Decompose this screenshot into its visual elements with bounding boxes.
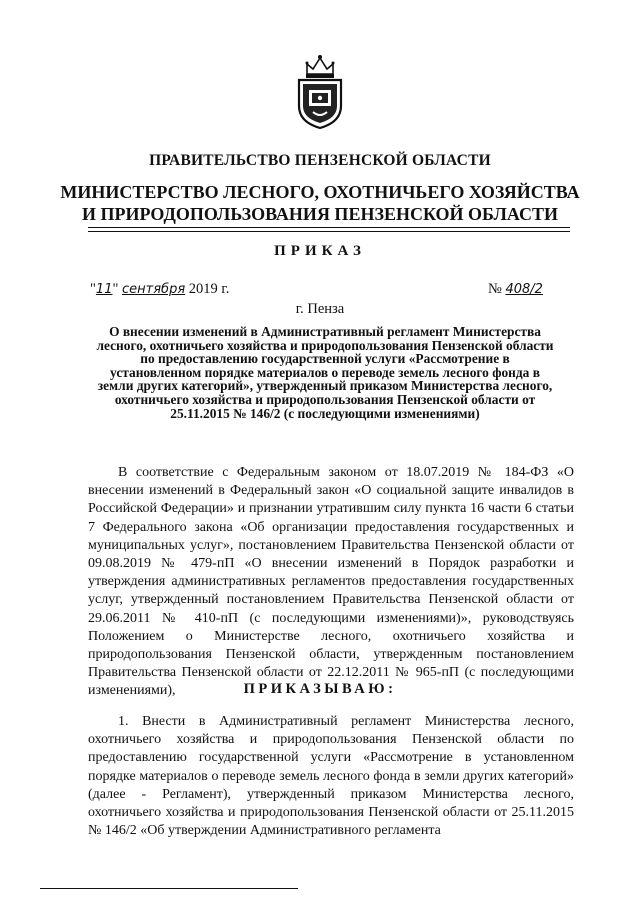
number-prefix: № [488,281,502,297]
footnote-rule [40,888,298,889]
document-date: "11" сентября 2019 г. [90,281,230,297]
number-value: 408/2 [505,282,543,297]
item-1-paragraph: 1. Внести в Административный регламент Министерства лесного, охотничьего хозяйства и природопользования Пензенской области по предоставлению государственной услуги «Рассмотрение в установленном порядке материалов о переводе земель лесного фонда в земли других категорий» (далее - Регламент), утвержденный приказом Министерства лесного, охотничьего хозяйства и природопользования Пензенской области от 25.11.2015 № 146/2 «Об утверждении Административного регламента [88,714,574,839]
coat-of-arms-icon [293,52,347,130]
document-type: ПРИКАЗ [274,243,366,259]
preamble-paragraph: В соответствие с Федеральным законом от 18.07.2019 № 184-ФЗ «О внесении изменений в Федеральный закон «О социальной защите инвалидов в Российской Федерации» и признании утратившим силу пункта 16 части 6 статьи 7 Федерального закона «Об организации предоставления государственных и муниципальных услуг», постановлением Правительства Пензенской области от 09.08.2019 № 479-пП «О внесении изменений в Порядок разработки и утверждения административных регламентов предоставления государственных услуг, утвержденный постановлением Правительства Пензенской области от 29.06.2011 № 410-пП (с последующими изменениями)», руководствуясь Положением о Министерстве лесного, охотничьего хозяйства и природопользования Пензенской области, утвержденным постановлением Правительства Пензенской области от 22.12.2011 № 965-пП (с последующими изменениями), [88,465,574,699]
ministry-title [60,181,580,225]
order-heading: ПРИКАЗЫВАЮ: [243,681,397,697]
date-day: 11 [95,282,113,297]
date-year: 2019 г. [188,281,230,297]
date-month: сентября [122,282,186,297]
header-rule [88,227,570,228]
document-subject: О внесении изменений в Административный регламент Министерства лесного, охотничьего хозяйства и природопользования Пензенской области по предоставлению государственной услуги «Рассмотрение в установленном порядке материалов о переводе земель лесного фонда в земли других категорий», утвержденный приказом Министерства лесного, охотничьего хозяйства и природопользования Пензенской области от 25.11.2015 № 146/2 (с последующими изменениями) [96,324,554,421]
government-title: ПРАВИТЕЛЬСТВО ПЕНЗЕНСКОЙ ОБЛАСТИ [149,152,491,169]
document-city: г. Пенза [295,301,345,317]
document-number [488,281,543,298]
ministry-title-line1: МИНИСТЕРСТВО ЛЕСНОГО, ОХОТНИЧЬЕГО ХОЗЯЙСТВА [60,182,580,202]
ministry-title-line2: И ПРИРОДОПОЛЬЗОВАНИЯ ПЕНЗЕНСКОЙ ОБЛАСТИ [81,204,559,224]
header-rule-thin [88,231,570,232]
